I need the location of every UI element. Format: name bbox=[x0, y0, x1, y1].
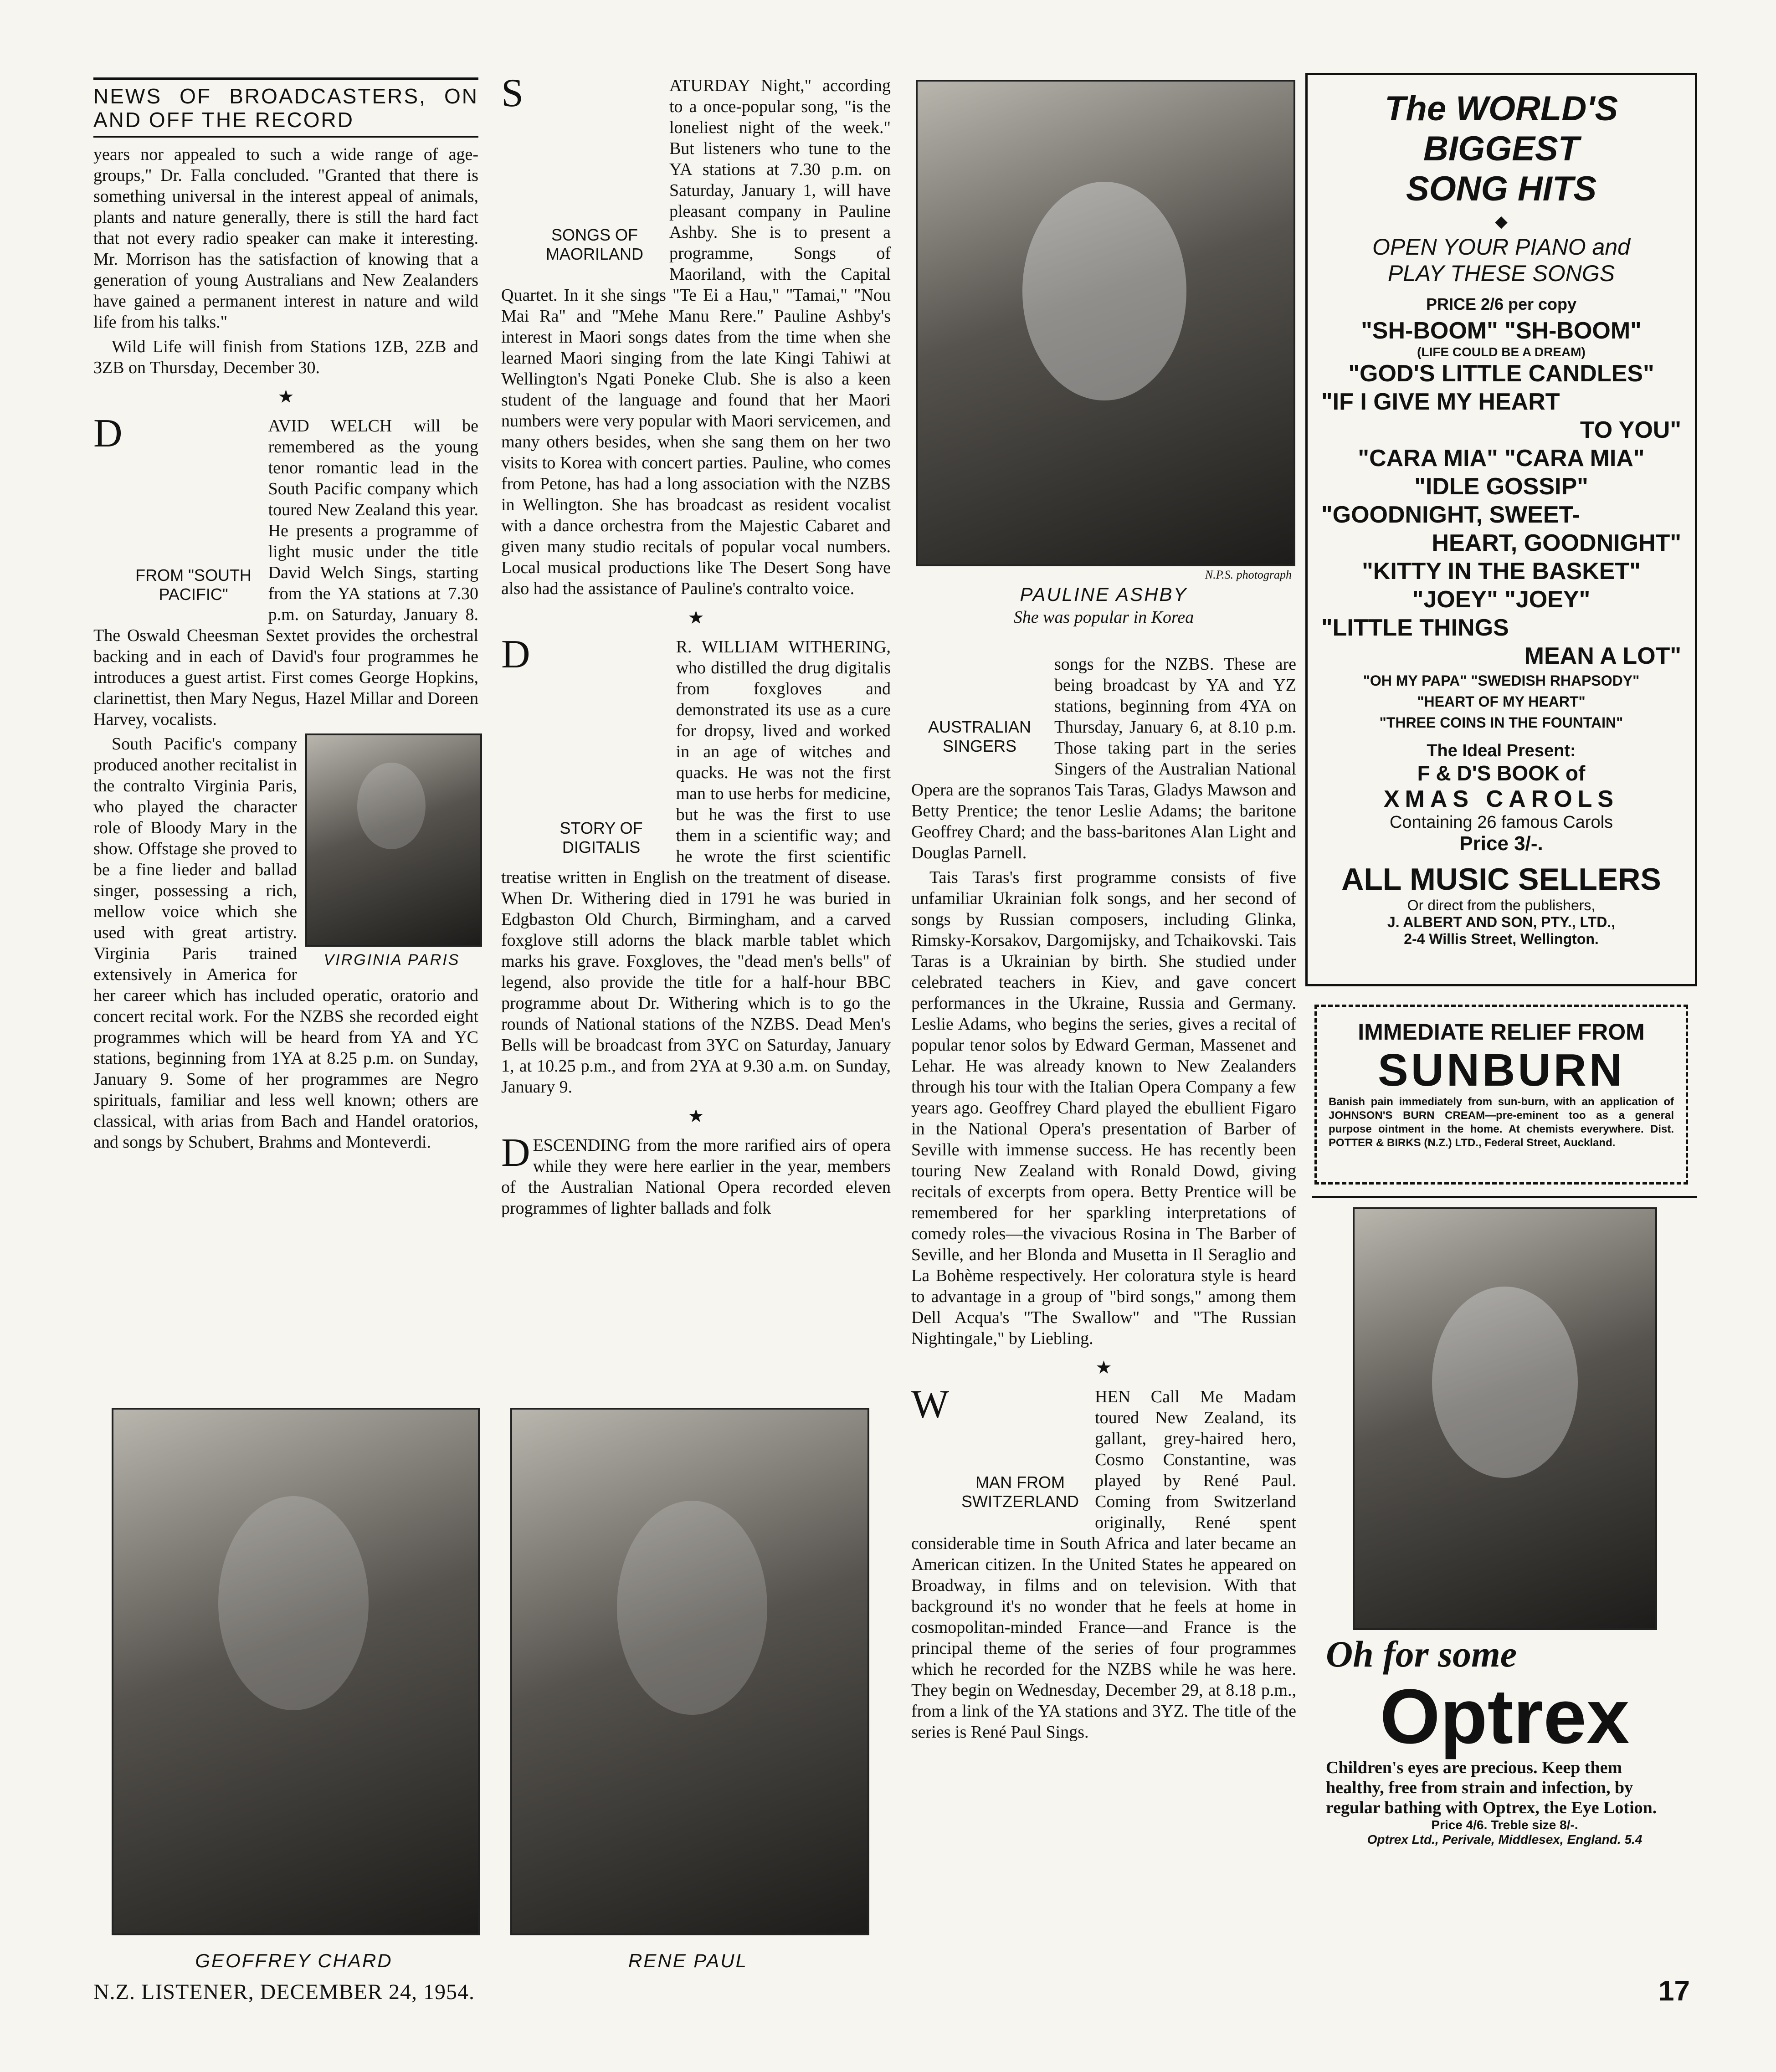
ad-body: Children's eyes are precious. Keep them healthy, free from strain and infection, by regular bathing with Optrex, the Eye Lotion. bbox=[1326, 1758, 1657, 1817]
photo-face bbox=[617, 1501, 767, 1715]
ad-optrex bbox=[1312, 1196, 1697, 1964]
paragraph: years nor appealed to such a wide range of age-groups," Dr. Falla concluded. "Granted that there is something universal in the interest appeal of animals, plants and nature generally, there is still the hard fact that not every radio speaker can make it interesting. Mr. Morrison has the satisfaction of knowing that a generation of young Australians and New Zealanders have gained a permanent interest in nature and wild life from his talks." bbox=[93, 145, 478, 332]
ad-price: PRICE 2/6 per copy bbox=[1426, 295, 1577, 313]
paragraph-text: AVID WELCH will be remembered as the young tenor romantic lead in the South Pacific company which toured New Zealand this year. He presents a programme of light music under the title David Welch Sings, starting from the YA stations at 7.30 p.m. on Saturday, January 8. The Oswald Cheesman Sextet provides the orchestral backing and in each of David's four programmes he introduces a guest artist. First comes George Hopkins, clarinettist, then Mary Negus, Hazel Millar and Doreen Harvey, vocalists. bbox=[93, 416, 478, 729]
song-item: "GOODNIGHT, SWEET- bbox=[1321, 502, 1580, 528]
song-list bbox=[1321, 317, 1681, 733]
photo-rene-paul bbox=[510, 1408, 866, 1973]
photo-image bbox=[112, 1408, 480, 1935]
paragraph bbox=[93, 411, 478, 730]
song-item: "JOEY" "JOEY" bbox=[1412, 586, 1591, 613]
paragraph bbox=[501, 632, 891, 1098]
photo-pauline-ashby bbox=[916, 80, 1292, 640]
ad-direct: Or direct from the publishers, bbox=[1407, 897, 1596, 913]
paragraph-text: R. WILLIAM WITHERING, who distilled the drug digitalis from foxgloves and demonstrated its use as a cure for dropsy, lived and worked in an age of witches and quacks. He was not the first man to use herbs for medicine, but he was the first to use them in a scientific way; and he wrote the first scientific treatise written in English on the treatment of disease. When Dr. Withering died in 1791 he was buried in Edgbaston Old Church, Birmingham, and a carved foxglove still adorns the black marble tablet which marks his grave. Foxgloves, the "dead men's bells" of legend, also provide the title for a half-hour BBC programme about Dr. Withering which is to go the rounds of National stations of the NZBS. Dead Men's Bells will be broadcast from 3YC on Saturday, January 1, at 10.25 p.m., and from 2YA at 9.30 a.m. on Sunday, January 9. bbox=[501, 637, 891, 1097]
page-number: 17 bbox=[1658, 1975, 1690, 2007]
star-divider: ★ bbox=[1095, 1357, 1112, 1378]
drop-cap: W bbox=[911, 1382, 950, 1426]
publication-footer: N.Z. LISTENER, DECEMBER 24, 1954. bbox=[93, 1980, 475, 2004]
photo-credit: N.P.S. photograph bbox=[1205, 568, 1292, 581]
paragraph: Tais Taras's first programme consists of five unfamiliar Ukrainian folk songs, and her second of songs by Russian composers, including Glinka, Rimsky-Korsakov, Dargomijsky, and Tchaikovski. Tais Taras is a Ukrainian by birth. She studied under celebrated teachers in Kiev, and gave concert performances in the Ukraine, Russia and Germany. Leslie Adams, who begins the series, gives a recital of popular tenor solos by Edward German, Massenet and Lehar. He was already known to New Zealanders through his tour with the Italian Opera Company a few years ago. Geoffrey Chard played the ebullient Figaro in the National Opera's presentation of Barber of Seville with immense success. He has recently been touring New Zealand with Ronald Dowd, giving recitals of excerpts from opera. Betty Prentice will be remembered for her sparkling interpretations of comedy roles—the vivacious Rosina in The Barber of Seville, and her Blonda and Musetta in Il Seraglio and La Bohème respectively. Her coloratura style is heard to advantage in a group of "bird songs," among them Dell Acqua's "The Swallow" and "The Russian Nightingale," by Liebling. bbox=[911, 868, 1296, 1348]
paragraph bbox=[911, 654, 1296, 863]
child-face bbox=[1432, 1287, 1578, 1478]
paragraph: Wild Life will finish from Stations 1ZB, 2ZB and 3ZB on Thursday, December 30. bbox=[93, 337, 478, 377]
photo-caption: PAULINE ASHBY bbox=[1020, 584, 1188, 605]
song-item: "GOD'S LITTLE CANDLES" bbox=[1348, 360, 1654, 387]
drop-cap: S bbox=[501, 71, 524, 115]
ad-carol-price: Price 3/-. bbox=[1459, 832, 1543, 855]
song-item: "SH-BOOM" "SH-BOOM" bbox=[1361, 318, 1642, 344]
photo-geoffrey-chard bbox=[112, 1408, 476, 1973]
ad-carols: XMAS CAROLS bbox=[1383, 786, 1619, 812]
side-heading: MAN FROM SWITZERLAND bbox=[961, 1473, 1079, 1511]
ad-song-hits bbox=[1305, 73, 1697, 986]
paragraph-text: ESCENDING from the more rarified airs of opera while they were here earlier in the year, members of the Australian National Opera recorded eleven programmes of lighter ballads and folk bbox=[501, 1136, 891, 1218]
star-divider: ★ bbox=[688, 1106, 704, 1126]
ad-maker: Optrex Ltd., Perivale, Middlesex, England. 5.4 bbox=[1367, 1832, 1643, 1846]
ad-script: Oh for some bbox=[1326, 1633, 1517, 1675]
ad-address: 2-4 Willis Street, Wellington. bbox=[1404, 931, 1599, 947]
ad-containing: Containing 26 famous Carols bbox=[1389, 813, 1613, 832]
section-heading: NEWS OF BROADCASTERS, ON AND OFF THE RECORD bbox=[93, 77, 478, 138]
column-3 bbox=[911, 654, 1296, 1993]
ad-subtitle: OPEN YOUR PIANO and bbox=[1372, 234, 1630, 260]
photo-image bbox=[916, 80, 1295, 566]
photo-caption: GEOFFREY CHARD bbox=[195, 1950, 393, 1971]
photo-caption: VIRGINIA PARIS bbox=[323, 951, 460, 969]
ad-book: F & D'S BOOK of bbox=[1417, 761, 1586, 785]
paragraph bbox=[911, 1382, 1296, 1743]
ad-illustration bbox=[1353, 1207, 1657, 1630]
song-item: "OH MY PAPA" "SWEDISH RHAPSODY" bbox=[1363, 672, 1640, 689]
ad-big: SUNBURN bbox=[1378, 1045, 1625, 1096]
song-item: MEAN A LOT" bbox=[1524, 643, 1681, 669]
photo-subcaption: She was popular in Korea bbox=[1013, 608, 1194, 627]
song-item: "KITTY IN THE BASKET" bbox=[1362, 558, 1641, 585]
ad-price: Price 4/6. Treble size 8/-. bbox=[1431, 1818, 1578, 1832]
paragraph bbox=[501, 1131, 891, 1219]
column-1 bbox=[93, 77, 478, 1390]
paragraph-text: songs for the NZBS. These are being broadcast by YA and YZ stations, beginning from 4YA on Thursday, January 6, at 8.10 p.m. Those taking part in the series Singers of the Australian National Opera are the sopranos Tais Taras, Gladys Mawson and Betty Prentice; the tenor Leslie Adams; the baritone Geoffrey Chard; and the bass-baritones Alan Light and Douglas Parnell. bbox=[911, 655, 1296, 862]
diamond-icon: ◆ bbox=[1495, 212, 1508, 231]
side-heading: SONGS OF MAORILAND bbox=[545, 226, 643, 263]
ad-sunburn bbox=[1314, 1005, 1688, 1185]
ad-headline: IMMEDIATE RELIEF FROM bbox=[1358, 1019, 1645, 1045]
song-item: "CARA MIA" "CARA MIA" bbox=[1358, 445, 1645, 472]
photo-virginia-paris bbox=[305, 733, 478, 970]
side-heading: AUSTRALIAN SINGERS bbox=[928, 718, 1032, 755]
song-item: "HEART OF MY HEART" bbox=[1417, 693, 1586, 710]
photo-face bbox=[1022, 182, 1186, 400]
ad-brand: Optrex bbox=[1380, 1673, 1630, 1760]
song-item: (LIFE COULD BE A DREAM) bbox=[1417, 345, 1586, 359]
photo-image bbox=[510, 1408, 869, 1935]
star-divider: ★ bbox=[277, 386, 294, 407]
song-item: HEART, GOODNIGHT" bbox=[1432, 530, 1681, 556]
ad-sellers: ALL MUSIC SELLERS bbox=[1341, 862, 1661, 897]
song-item: "THREE COINS IN THE FOUNTAIN" bbox=[1379, 714, 1623, 731]
side-heading: FROM "SOUTH PACIFIC" bbox=[135, 566, 252, 604]
star-divider: ★ bbox=[688, 607, 704, 628]
song-item: "LITTLE THINGS bbox=[1321, 615, 1509, 641]
paragraph-text: ATURDAY Night," according to a once-popular song, "is the loneliest night of the week." But listeners who tune to the YA stations at 7.30 p.m. on Saturday, January 1, will have pleasant company in Pauline Ashby. She is to present a programme, Songs of Maoriland, with the Capital Quartet. In it she sings "Te Ei a Hau," "Tamai," "Nou Mai Ra" and "Mehe Manu Rere." Pauline Ashby's interest in Maori songs dates from the time when she learned Maori singing from the late Kingi Tahiwi at Wellington's Ngati Poneke Club. She is also a keen student of the language and found that her Maori numbers were very popular with Maori servicemen, and many others besides, when she sang them on her two visits to Korea with concert parties. Pauline, who comes from Petone, has had a long association with the NZBS in Wellington. She has broadcast as resident vocalist with a dance orchestra from the Majestic Cabaret and given many studio recitals of popular vocal numbers. Local musical productions like The Desert Song have also had the assistance of Pauline's contralto voice. bbox=[501, 76, 891, 598]
song-item: "IF I GIVE MY HEART bbox=[1321, 389, 1560, 415]
ad-publisher: J. ALBERT AND SON, PTY., LTD., bbox=[1387, 914, 1616, 930]
drop-cap: D bbox=[501, 1131, 530, 1175]
song-item: TO YOU" bbox=[1580, 417, 1681, 443]
paragraph-text: HEN Call Me Madam toured New Zealand, its gallant, grey-haired hero, Cosmo Constantine, was played by René Paul. Coming from Switzerland originally, René spent considerable time in South Africa and later became an American citizen. In the United States he appeared on Broadway, in films and on television. With that background it's no wonder that he feels at home in cosmopolitan-minded France—and France is the principal theme of the series of four programmes which he recorded for the NZBS while he was here. They begin on Wednesday, December 29, at 8.18 p.m., from a link of the YA stations and 3YZ. The title of the series is René Paul Sings. bbox=[911, 1387, 1296, 1742]
ad-present: The Ideal Present: bbox=[1427, 741, 1576, 760]
photo-face bbox=[218, 1496, 369, 1710]
photo-image bbox=[305, 733, 482, 947]
ad-body: Banish pain immediately from sun-burn, with an application of JOHNSON'S BURN CREAM—pre-eminent too as a general purpose ointment in the home. At chemists everywhere. Dist. POTTER & BIRKS (N.Z.) LTD., Federal Street, Auckland. bbox=[1329, 1096, 1674, 1149]
drop-cap: D bbox=[501, 632, 530, 677]
column-2 bbox=[501, 71, 891, 1387]
ad-subtitle: PLAY THESE SONGS bbox=[1387, 261, 1615, 286]
paragraph: South Pacific's company produced another recitalist in the contralto Virginia Paris, who played the character role of Bloody Mary in the show. Offstage she proved to be a fine lieder and ballad singer, possessing a rich, mellow voice which she used with great artistry. Virginia Paris trained extensively in America for her career which has included operatic, oratorio and concert recital work. For the NZBS she recorded eight programmes which will be heard from YA and YC stations, beginning from 1YA at 8.25 p.m. on Sunday, January 9. Some of her programmes are Negro spirituals, familiar and less well known; others are classical, with arias from Bach and Handel oratorios, and songs by Schubert, Brahms and Monteverdi. bbox=[93, 734, 478, 1152]
paragraph bbox=[501, 71, 891, 599]
side-heading: STORY OF DIGITALIS bbox=[559, 819, 643, 856]
photo-caption: RENE PAUL bbox=[628, 1950, 748, 1971]
ad-title: The WORLD'S BIGGEST bbox=[1384, 89, 1618, 168]
drop-cap: D bbox=[93, 411, 123, 456]
song-item: "IDLE GOSSIP" bbox=[1414, 473, 1588, 500]
photo-figure bbox=[357, 763, 426, 849]
ad-title: SONG HITS bbox=[1406, 169, 1597, 208]
